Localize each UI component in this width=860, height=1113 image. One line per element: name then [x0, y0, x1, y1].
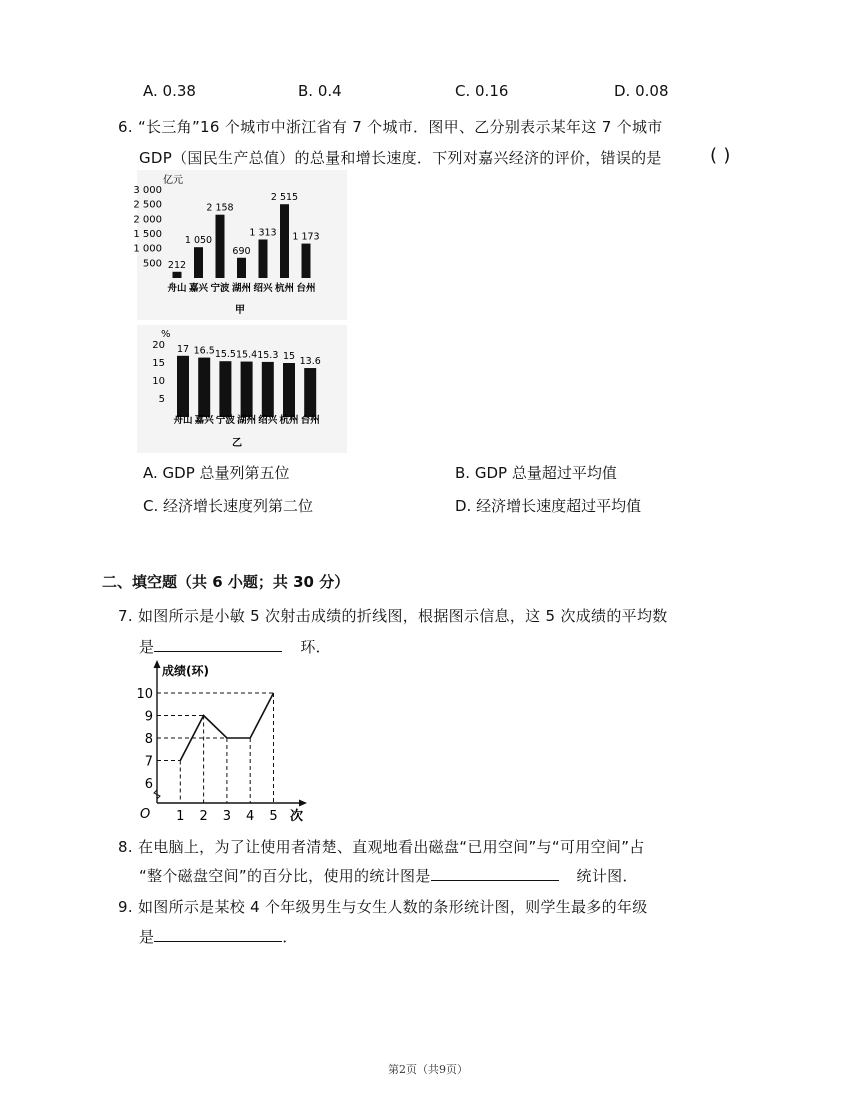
- bar-台州: [304, 368, 316, 417]
- section-heading: 二、填空题（共 6 小题；共 30 分）: [102, 573, 350, 591]
- q6-answer-paren: ( ): [710, 145, 731, 166]
- x-category-label: 杭州: [274, 283, 295, 294]
- bar-杭州: [280, 204, 289, 278]
- chart-yi-ylabel: %: [161, 329, 171, 340]
- y-axis-arrow: [154, 660, 161, 668]
- chart-jia: [133, 170, 347, 320]
- x-category-label: 嘉兴: [194, 415, 214, 426]
- y-tick-label: 2 000: [133, 214, 162, 226]
- y-tick-label: 5: [158, 394, 165, 405]
- q6-option-c: C. 经济增长速度列第二位: [143, 497, 314, 515]
- x-tick-label: 1: [176, 809, 185, 824]
- x-tick-label: 5: [269, 809, 278, 824]
- bar-宁波: [216, 215, 225, 278]
- bar-湖州: [241, 362, 253, 417]
- y-tick-label: 3 000: [133, 185, 162, 196]
- y-tick-label: 15: [152, 358, 165, 369]
- q9-answer-blank[interactable]: [154, 927, 282, 942]
- y-tick-label: 9: [144, 709, 153, 725]
- bar-value-label: 15: [282, 351, 296, 362]
- x-category-label: 台州: [296, 283, 316, 294]
- bar-value-label: 1 050: [184, 235, 213, 247]
- page-footer: 第2页（共9页）: [388, 1063, 468, 1076]
- x-axis-label: 次: [290, 809, 304, 824]
- bar-value-label: 1 173: [292, 231, 320, 243]
- x-category-label: 台州: [300, 415, 320, 426]
- chart-jia-ylabel: 亿元: [163, 175, 183, 186]
- x-category-label: 宁波: [215, 415, 235, 426]
- bar-value-label: 13.6: [299, 356, 321, 368]
- x-tick-label: 4: [246, 809, 255, 824]
- y-tick-label: 7: [144, 754, 153, 770]
- x-category-label: 绍兴: [253, 283, 273, 294]
- score-line: [180, 693, 273, 761]
- x-category-label: 舟山: [173, 415, 193, 426]
- q8-question-line2: “整个磁盘空间”的百分比，使用的统计图是 统计图．: [139, 867, 638, 885]
- q5-option-a: A. 0.38: [143, 82, 196, 100]
- q9-question-line1: 9. 如图所示是某校 4 个年级男生与女生人数的条形统计图，则学生最多的年级: [118, 898, 648, 916]
- y-tick-label: 2 500: [133, 199, 162, 211]
- q6-option-b: B. GDP 总量超过平均值: [455, 464, 617, 482]
- q6-question-line1: 6. “长三角”16 个城市中浙江省有 7 个城市．图甲、乙分别表示某年这 7 个城市: [118, 118, 663, 136]
- bar-value-label: 1 313: [249, 227, 277, 239]
- chart-shooting-scores: [135, 658, 315, 824]
- x-tick-label: 3: [222, 809, 232, 824]
- bar-台州: [302, 244, 311, 278]
- bar-value-label: 16.5: [193, 345, 215, 357]
- origin-label: O: [140, 807, 151, 822]
- q6-question-line2: GDP（国民生产总值）的总量和增长速度．下列对嘉兴经济的评价，错误的是: [139, 149, 662, 167]
- bar-value-label: 17: [176, 343, 190, 355]
- bar-value-label: 690: [232, 245, 251, 257]
- bar-湖州: [237, 258, 246, 278]
- x-tick-label: 2: [199, 809, 208, 824]
- q9-question-line2: 是 ．: [139, 928, 298, 946]
- bar-舟山: [173, 272, 182, 278]
- y-tick-label: 20: [152, 340, 165, 351]
- bar-嘉兴: [198, 358, 210, 417]
- y-tick-label: 6: [144, 777, 153, 792]
- bar-宁波: [219, 361, 231, 417]
- q8-answer-blank[interactable]: [431, 866, 559, 881]
- bar-value-label: 2 515: [270, 192, 299, 204]
- bar-value-label: 15.5: [214, 349, 236, 361]
- y-tick-label: 1 000: [133, 243, 162, 255]
- x-category-label: 舟山: [167, 283, 187, 294]
- y-tick-label: 10: [152, 376, 165, 387]
- chart-yi-title: 乙: [232, 438, 242, 449]
- y-tick-label: 500: [142, 258, 162, 270]
- bar-value-label: 15.3: [257, 349, 279, 361]
- chart-jia-title: 甲: [235, 305, 245, 316]
- x-category-label: 杭州: [279, 415, 299, 426]
- y-tick-label: 10: [136, 687, 153, 702]
- y-tick-label: 1 500: [133, 229, 162, 240]
- y-tick-label: 8: [144, 732, 153, 747]
- q6-option-a: A. GDP 总量列第五位: [143, 464, 290, 482]
- q5-option-b: B. 0.4: [298, 82, 342, 100]
- x-category-label: 嘉兴: [188, 283, 209, 294]
- bar-绍兴: [262, 362, 274, 417]
- q8-question-line1: 8. 在电脑上，为了让使用者清楚、直观地看出磁盘“已用空间”与“可用空间”占: [118, 838, 645, 856]
- q5-option-c: C. 0.16: [455, 82, 509, 100]
- q7-question-line1: 7. 如图所示是小敏 5 次射击成绩的折线图，根据图示信息，这 5 次成绩的平均数: [118, 607, 668, 625]
- x-category-label: 湖州: [237, 415, 257, 426]
- bar-value-label: 212: [167, 259, 187, 271]
- bar-嘉兴: [194, 247, 203, 278]
- q7-question-line2: 是 环．: [139, 638, 331, 656]
- q5-option-d: D. 0.08: [614, 82, 669, 100]
- y-axis-label: 成绩(环): [162, 664, 209, 678]
- bar-value-label: 15.4: [236, 349, 258, 361]
- bar-绍兴: [259, 239, 268, 278]
- bar-杭州: [283, 363, 295, 417]
- chart-yi: [137, 325, 347, 453]
- q6-option-d: D. 经济增长速度超过平均值: [455, 497, 642, 515]
- x-category-label: 湖州: [231, 283, 252, 294]
- bar-舟山: [177, 356, 189, 417]
- x-category-label: 绍兴: [258, 415, 278, 426]
- x-category-label: 宁波: [210, 283, 230, 294]
- x-axis-arrow: [299, 800, 307, 807]
- q7-answer-blank[interactable]: [154, 637, 282, 652]
- bar-value-label: 2 158: [206, 202, 234, 214]
